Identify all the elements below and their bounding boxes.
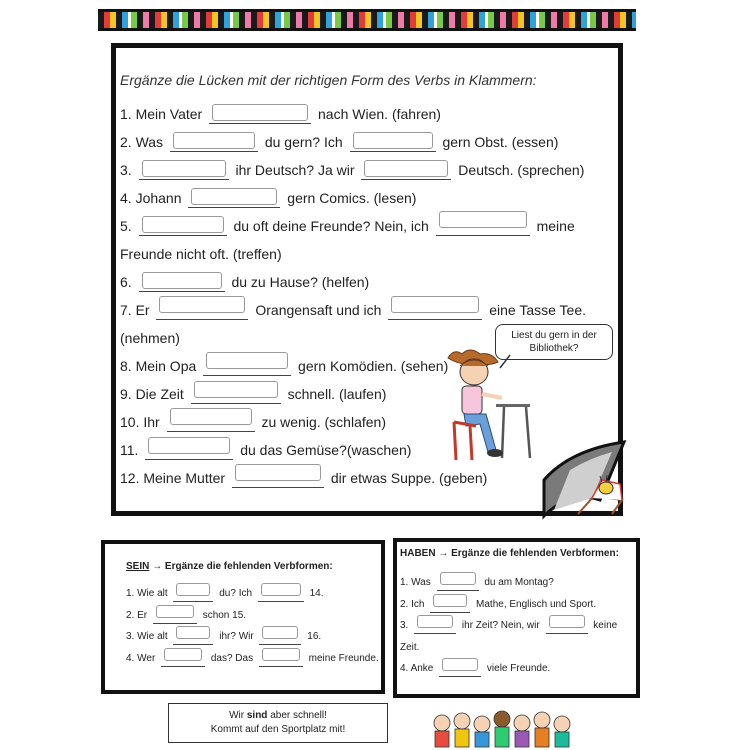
sein-row-3: 3. Wie alt ihr? Wir 16. xyxy=(126,629,321,645)
exercise-line-9: 9. Die Zeit schnell. (laufen) xyxy=(120,384,386,404)
girl-reading-illustration xyxy=(440,340,540,470)
answer-gap[interactable] xyxy=(156,300,248,320)
answer-gap[interactable] xyxy=(139,272,225,292)
exercise-line-7: 7. Er Orangensaft und ich eine Tasse Tee. xyxy=(120,300,586,320)
answer-gap[interactable] xyxy=(258,586,304,602)
exercise-line-4: 4. Johann gern Comics. (lesen) xyxy=(120,190,417,206)
haben-row-1: 1. Was du am Montag? xyxy=(400,575,554,591)
sein-row-4: 4. Wer das? Das meine Freunde. xyxy=(126,651,379,667)
footer-speech-box: Wir sind aber schnell! Kommt auf den Sportplatz mit! xyxy=(168,703,388,743)
sein-row-1: 1. Wie alt du? Ich 14. xyxy=(126,586,324,602)
answer-gap[interactable] xyxy=(439,661,481,677)
exercise-line-11: 11. du das Gemüse?(waschen) xyxy=(120,440,411,460)
haben-row-3-cont: Zeit. xyxy=(400,642,420,653)
answer-gap[interactable] xyxy=(437,575,479,591)
haben-title: HABEN → Ergänze die fehlenden Verbformen: xyxy=(400,548,619,559)
answer-gap[interactable] xyxy=(145,440,233,460)
exercise-line-10: 10. Ihr zu wenig. (schlafen) xyxy=(120,412,386,432)
answer-gap[interactable] xyxy=(139,160,229,180)
answer-gap[interactable] xyxy=(209,104,311,124)
haben-row-2: 2. Ich Mathe, Englisch und Sport. xyxy=(400,597,596,613)
exercise-line-3: 3. ihr Deutsch? Ja wir Deutsch. (sprechen) xyxy=(120,162,585,178)
answer-gap[interactable] xyxy=(414,618,456,634)
answer-gap[interactable] xyxy=(203,356,291,376)
exercise-line-5-cont: Freunde nicht oft. (treffen) xyxy=(120,246,282,262)
answer-gap[interactable] xyxy=(259,629,301,645)
exercise-line-8: 8. Mein Opa gern Komödien. (sehen) xyxy=(120,356,448,376)
exercise-instruction: Ergänze die Lücken mit der richtigen Form des Verbs in Klammern: xyxy=(120,72,537,88)
answer-gap[interactable] xyxy=(191,384,281,404)
decorative-flower-border xyxy=(98,9,636,31)
answer-gap[interactable] xyxy=(430,597,470,613)
answer-gap[interactable] xyxy=(232,468,324,488)
exercise-line-2: 2. Was du gern? Ich gern Obst. (essen) xyxy=(120,134,559,150)
answer-gap[interactable] xyxy=(173,629,213,645)
answer-gap[interactable] xyxy=(259,651,303,667)
answer-gap[interactable] xyxy=(139,216,227,236)
answer-gap[interactable] xyxy=(153,608,197,624)
answer-gap[interactable] xyxy=(173,586,213,602)
answer-gap[interactable] xyxy=(546,618,588,634)
exercise-line-5: 5. du oft deine Freunde? Nein, ich meine xyxy=(120,216,575,236)
answer-gap[interactable] xyxy=(188,188,280,208)
exercise-line-12: 12. Meine Mutter dir etwas Suppe. (geben) xyxy=(120,468,487,488)
answer-gap[interactable] xyxy=(161,651,205,667)
answer-gap[interactable] xyxy=(167,412,255,432)
speech-bubble: Liest du gern in der Bibliothek? xyxy=(495,324,613,360)
exercise-line-6: 6. du zu Hause? (helfen) xyxy=(120,274,370,290)
answer-gap[interactable] xyxy=(388,300,482,320)
haben-row-4: 4. Anke viele Freunde. xyxy=(400,661,550,677)
exercise-line-1: 1. Mein Vater nach Wien. (fahren) xyxy=(120,106,441,122)
answer-gap[interactable] xyxy=(170,132,258,152)
answer-gap[interactable] xyxy=(436,216,530,236)
answer-gap[interactable] xyxy=(350,132,436,152)
answer-gap[interactable] xyxy=(361,160,451,180)
sein-row-2: 2. Er schon 15. xyxy=(126,608,246,624)
exercise-line-7-cont: (nehmen) xyxy=(120,330,180,346)
sein-title: SEIN → Ergänze die fehlenden Verbformen: xyxy=(126,561,333,572)
haben-row-3: 3. ihr Zeit? Nein, wir keine xyxy=(400,618,617,634)
cartoon-kids-group-illustration xyxy=(430,707,580,750)
bird-deckchair-illustration xyxy=(572,470,630,518)
